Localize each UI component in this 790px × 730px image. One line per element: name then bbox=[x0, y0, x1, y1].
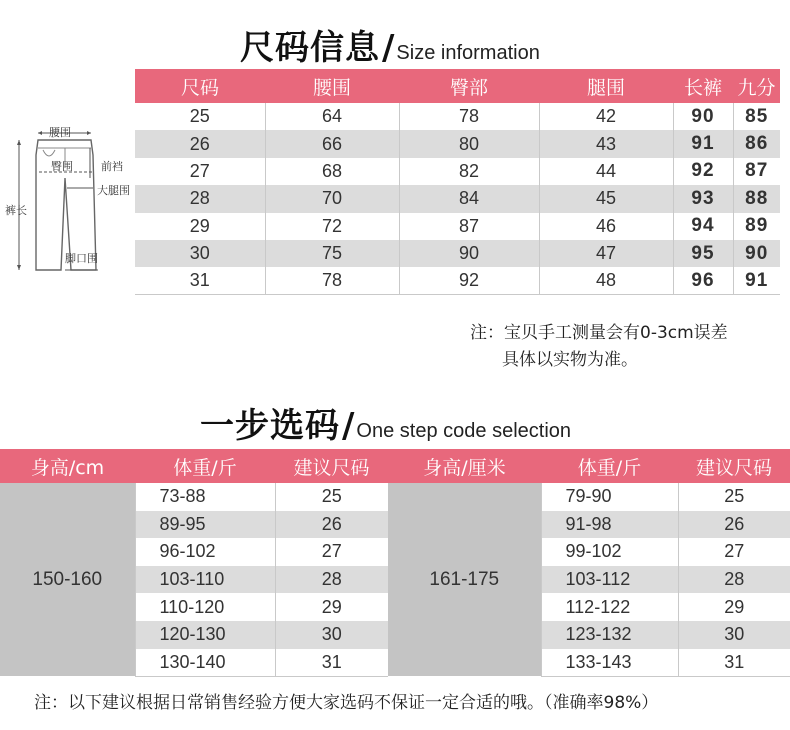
cell-long-pants: 92 bbox=[673, 158, 733, 185]
diagram-label-thigh: 大腿围 bbox=[97, 184, 130, 197]
table-row bbox=[135, 103, 780, 130]
diagram-label-length: 裤长 bbox=[5, 204, 27, 217]
cell-size: 31 bbox=[135, 267, 265, 294]
cell-cropped-pants: 88 bbox=[733, 185, 780, 212]
cell-waist: 68 bbox=[265, 158, 399, 185]
size-selection-table bbox=[0, 449, 790, 677]
cell-size: 27 bbox=[189, 160, 210, 181]
header-hip: 臀部 bbox=[399, 69, 539, 103]
cell-suggested-size: 26 bbox=[678, 511, 790, 539]
cell-suggested-size: 29 bbox=[275, 593, 388, 621]
cell-weight: 79-90 bbox=[541, 483, 678, 511]
cell-size: 30 bbox=[135, 240, 265, 267]
header-height-cm: 身高/cm bbox=[0, 449, 135, 483]
cell-suggested-size: 29 bbox=[678, 593, 790, 621]
cell-weight: 130-140 bbox=[135, 649, 275, 677]
table-row bbox=[135, 213, 780, 240]
cell-long-pants: 94 bbox=[673, 213, 733, 240]
cell-weight: 99-102 bbox=[541, 538, 678, 566]
cell-waist: 70 bbox=[265, 185, 399, 212]
table-row bbox=[135, 158, 780, 185]
cell-hip: 78 bbox=[399, 103, 539, 130]
diagram-label-front-rise: 前裆 bbox=[101, 160, 123, 173]
cell-suggested-size: 28 bbox=[678, 566, 790, 594]
cell-weight: 112-122 bbox=[541, 593, 678, 621]
cell-suggested-size: 30 bbox=[275, 621, 388, 649]
cell-thigh: 46 bbox=[539, 213, 673, 240]
cell-weight: 91-98 bbox=[541, 511, 678, 539]
title-separator: / bbox=[382, 28, 395, 68]
cell-cropped-pants: 89 bbox=[733, 213, 780, 240]
selection-disclaimer-note: 注：以下建议根据日常销售经验方便大家选码不保证一定合适的哦。（准确率98%） bbox=[34, 693, 659, 713]
size-info-title-zh: 尺码信息 bbox=[240, 28, 380, 68]
cell-weight: 133-143 bbox=[541, 649, 678, 677]
cell-size: 28 bbox=[135, 185, 265, 212]
pants-measurement-diagram bbox=[5, 120, 135, 285]
cell-cropped-pants: 87 bbox=[733, 158, 780, 185]
cell-suggested-size: 26 bbox=[275, 511, 388, 539]
cell-size: 25 bbox=[189, 106, 210, 127]
table-row bbox=[135, 185, 780, 212]
cell-hip: 80 bbox=[399, 130, 539, 157]
measurement-actual-note: 具体以实物为准。 bbox=[502, 350, 638, 370]
diagram-label-hem: 脚口围 bbox=[65, 252, 98, 265]
cell-weight: 123-132 bbox=[541, 621, 678, 649]
cell-long-pants: 95 bbox=[673, 240, 733, 267]
table-row bbox=[135, 130, 780, 157]
cell-thigh: 42 bbox=[539, 103, 673, 130]
cell-thigh: 44 bbox=[539, 158, 673, 185]
diagram-label-hip: 臀围 bbox=[51, 160, 73, 173]
cell-hip: 92 bbox=[399, 267, 539, 294]
cell-suggested-size: 31 bbox=[678, 649, 790, 677]
cell-weight: 110-120 bbox=[135, 593, 275, 621]
cell-thigh: 43 bbox=[539, 130, 673, 157]
cell-long-pants: 90 bbox=[673, 103, 733, 130]
cell-waist: 64 bbox=[265, 103, 399, 130]
cell-suggested-size: 30 bbox=[678, 621, 790, 649]
code-selection-title bbox=[200, 398, 571, 447]
cell-cropped-pants: 86 bbox=[733, 130, 780, 157]
cell-cropped-pants: 90 bbox=[733, 240, 780, 267]
size-table-header bbox=[135, 69, 780, 103]
cell-waist: 75 bbox=[265, 240, 399, 267]
title-separator: / bbox=[342, 406, 355, 446]
cell-suggested-size: 27 bbox=[275, 538, 388, 566]
cell-suggested-size: 27 bbox=[678, 538, 790, 566]
table-row bbox=[0, 483, 790, 511]
header-size: 尺码 bbox=[135, 69, 265, 103]
header-long-pants: 长裤 bbox=[673, 69, 733, 103]
header-cropped-pants: 九分 bbox=[733, 69, 780, 103]
cell-weight: 73-88 bbox=[135, 483, 275, 511]
table-row bbox=[135, 240, 780, 267]
cell-hip: 82 bbox=[399, 158, 539, 185]
cell-weight: 103-112 bbox=[541, 566, 678, 594]
header-waist: 腰围 bbox=[265, 69, 399, 103]
cell-hip: 90 bbox=[399, 240, 539, 267]
code-selection-title-en: One step code selection bbox=[356, 420, 572, 442]
cell-thigh: 47 bbox=[539, 240, 673, 267]
height-range-b: 161-175 bbox=[388, 483, 541, 676]
cell-long-pants: 96 bbox=[673, 267, 733, 294]
cell-thigh: 45 bbox=[539, 185, 673, 212]
cell-waist: 66 bbox=[265, 130, 399, 157]
cell-suggested-size: 25 bbox=[678, 483, 790, 511]
header-thigh: 腿围 bbox=[539, 69, 673, 103]
cell-weight: 103-110 bbox=[135, 566, 275, 594]
header-weight: 体重/斤 bbox=[135, 449, 275, 483]
cell-waist: 72 bbox=[265, 213, 399, 240]
cell-long-pants: 91 bbox=[673, 130, 733, 157]
cell-size: 26 bbox=[135, 130, 265, 157]
header-suggested-size: 建议尺码 bbox=[678, 449, 790, 483]
cell-long-pants: 93 bbox=[673, 185, 733, 212]
code-selection-title-zh: 一步选码 bbox=[200, 406, 340, 446]
header-height-limi: 身高/厘米 bbox=[388, 449, 541, 483]
cell-cropped-pants: 91 bbox=[733, 267, 780, 294]
size-table bbox=[135, 69, 780, 295]
header-suggested-size: 建议尺码 bbox=[275, 449, 388, 483]
cell-suggested-size: 25 bbox=[275, 483, 388, 511]
header-weight: 体重/斤 bbox=[541, 449, 678, 483]
cell-cropped-pants: 85 bbox=[733, 103, 780, 130]
cell-suggested-size: 31 bbox=[275, 649, 388, 677]
size-info-title-en: Size information bbox=[396, 42, 540, 64]
cell-hip: 84 bbox=[399, 185, 539, 212]
cell-waist: 78 bbox=[265, 267, 399, 294]
selection-table-header bbox=[0, 449, 790, 483]
diagram-label-waist: 腰围 bbox=[49, 126, 71, 139]
cell-hip: 87 bbox=[399, 213, 539, 240]
cell-weight: 96-102 bbox=[135, 538, 275, 566]
cell-size: 29 bbox=[189, 215, 210, 236]
cell-weight: 89-95 bbox=[135, 511, 275, 539]
measurement-error-note: 注：宝贝手工测量会有0-3cm误差 bbox=[470, 323, 728, 343]
cell-weight: 120-130 bbox=[135, 621, 275, 649]
table-row bbox=[135, 267, 780, 294]
size-info-title bbox=[240, 20, 540, 69]
cell-thigh: 48 bbox=[539, 267, 673, 294]
cell-suggested-size: 28 bbox=[275, 566, 388, 594]
height-range-a: 150-160 bbox=[0, 483, 135, 676]
